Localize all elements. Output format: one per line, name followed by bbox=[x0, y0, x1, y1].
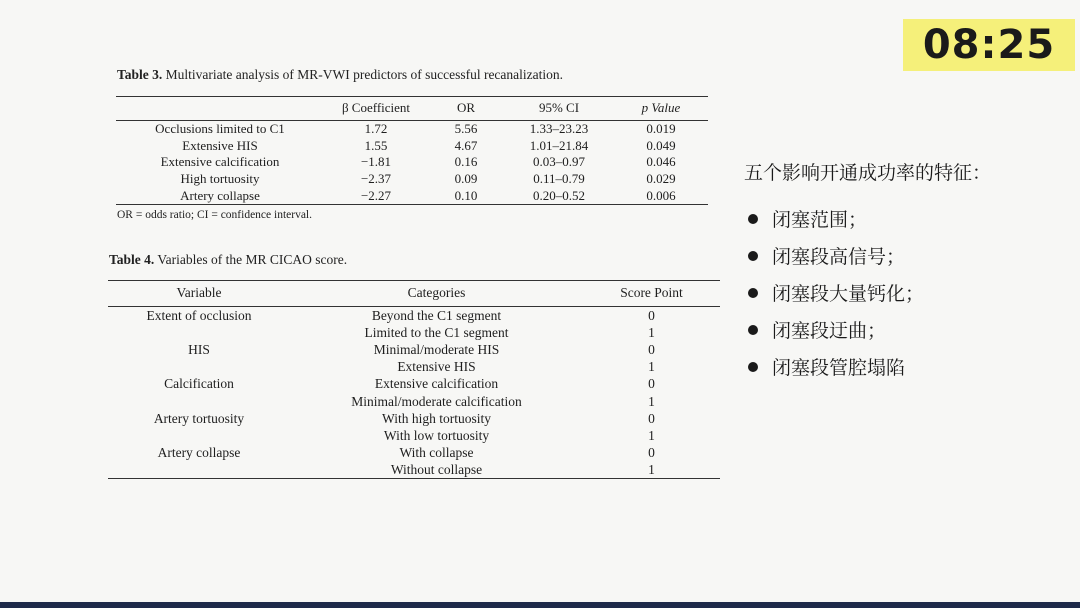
table4-row-cell bbox=[108, 461, 290, 479]
bullet-icon bbox=[748, 214, 758, 224]
table4-row bbox=[108, 358, 720, 375]
countdown-timer: 08:25 bbox=[903, 19, 1075, 71]
table3-header-cell bbox=[614, 97, 708, 121]
table4-row bbox=[108, 307, 720, 325]
table4-row bbox=[108, 341, 720, 358]
bullet-icon bbox=[748, 325, 758, 335]
table4-row-cell: 0 bbox=[648, 376, 655, 392]
bottom-bar bbox=[0, 602, 1080, 608]
table4-row-cell bbox=[108, 392, 290, 409]
table4-row-cell bbox=[108, 358, 290, 375]
table4-row-cell: HIS bbox=[188, 342, 210, 358]
table4-row bbox=[108, 427, 720, 444]
table3-row bbox=[116, 121, 708, 138]
bullet-icon bbox=[748, 288, 758, 298]
table4-row-cell: Artery collapse bbox=[157, 444, 241, 460]
table3-row-cell: 1.72 bbox=[364, 121, 388, 137]
table4-row-cell: 1 bbox=[648, 359, 655, 375]
summary-item bbox=[744, 348, 991, 385]
table3-row-cell: Extensive calcification bbox=[160, 154, 280, 170]
table4-row-cell: With collapse bbox=[399, 444, 474, 460]
bullet-icon bbox=[748, 362, 758, 372]
table3-row-cell: 0.20–0.52 bbox=[504, 187, 614, 204]
table4-row-cell: 1 bbox=[648, 427, 655, 443]
table3-row-cell: Occlusions limited to C1 bbox=[155, 121, 285, 137]
table4-row-cell: With low tortuosity bbox=[383, 427, 490, 443]
table3-row-cell: 1.01–21.84 bbox=[529, 137, 589, 153]
p-value-header: p Value bbox=[641, 100, 681, 115]
table3-row-cell: 5.56 bbox=[454, 121, 478, 137]
table3-caption-text: Multivariate analysis of MR-VWI predictors of successful recanalization. bbox=[165, 67, 564, 82]
table3-row-cell: 1.33–23.23 bbox=[529, 121, 589, 137]
summary-item-label: 闭塞段高信号； bbox=[772, 246, 906, 268]
summary-heading: 五个影响开通成功率的特征： bbox=[744, 162, 992, 184]
summary-panel bbox=[744, 158, 991, 385]
table4-header-row bbox=[108, 281, 720, 307]
table3-row-cell: Artery collapse bbox=[116, 187, 324, 204]
table3-header-cell: β Coefficient bbox=[324, 97, 428, 121]
table4-row-cell: With high tortuosity bbox=[382, 410, 491, 426]
table3-row-cell: 0.019 bbox=[646, 121, 676, 137]
table4-row-cell: Limited to the C1 segment bbox=[364, 325, 509, 341]
table3-row-cell: −2.37 bbox=[360, 171, 392, 187]
summary-item-label: 闭塞段迂曲； bbox=[772, 320, 887, 342]
table4-row-cell bbox=[108, 324, 290, 341]
table4-row-cell: 0 bbox=[648, 342, 655, 358]
summary-item bbox=[744, 200, 991, 237]
table4-caption-label: Table 4. bbox=[109, 252, 155, 267]
summary-item bbox=[744, 311, 991, 348]
table3-caption-label: Table 3. bbox=[117, 67, 163, 82]
table3-row-cell: 1.55 bbox=[364, 137, 388, 153]
table3-row bbox=[116, 171, 708, 188]
table3-header-cell: 95% CI bbox=[504, 97, 614, 121]
table4-row bbox=[108, 461, 720, 479]
table4-row bbox=[108, 444, 720, 461]
table4-row-cell bbox=[108, 427, 290, 444]
table3-caption bbox=[117, 67, 563, 83]
table3-row-cell: 0.029 bbox=[646, 171, 676, 187]
table3-row-cell: 0.049 bbox=[646, 137, 676, 153]
table4-row-cell: Artery tortuosity bbox=[153, 410, 245, 426]
table4-caption-text: Variables of the MR CICAO score. bbox=[157, 252, 348, 267]
table3-row-cell: 0.16 bbox=[454, 154, 478, 170]
table3-row bbox=[116, 138, 708, 155]
table3-row-cell: Extensive HIS bbox=[182, 137, 258, 153]
table4-row bbox=[108, 324, 720, 341]
table4-row bbox=[108, 410, 720, 427]
bullet-icon bbox=[748, 251, 758, 261]
summary-item-label: 闭塞段管腔塌陷 bbox=[772, 357, 906, 379]
summary-item-label: 闭塞段大量钙化； bbox=[772, 283, 925, 305]
summary-item bbox=[744, 237, 991, 274]
table4-row-cell: Extensive HIS bbox=[397, 359, 476, 375]
table4-row-cell: 0 bbox=[648, 444, 655, 460]
table4-header-cell: Score Point bbox=[583, 281, 720, 307]
table4-row-cell: 1 bbox=[583, 461, 720, 479]
table3-row bbox=[116, 154, 708, 171]
table3-header-cell: OR bbox=[428, 97, 504, 121]
table4-row-cell: 1 bbox=[648, 325, 655, 341]
table3-row-cell: 4.67 bbox=[454, 137, 478, 153]
table3-row bbox=[116, 187, 708, 204]
table3-row-cell: 0.11–0.79 bbox=[533, 171, 585, 187]
table3-header-row bbox=[116, 97, 708, 121]
table4-row-cell: Calcification bbox=[164, 376, 234, 392]
summary-item-label: 闭塞范围； bbox=[772, 209, 868, 231]
table3-row-cell: 0.03–0.97 bbox=[533, 154, 585, 170]
summary-list bbox=[744, 200, 991, 385]
table3-row-cell: −2.27 bbox=[324, 187, 428, 204]
table3-header-cell bbox=[116, 97, 324, 121]
table4-header-cell: Categories bbox=[290, 281, 583, 307]
table4-row-cell: 1 bbox=[648, 393, 655, 409]
table3 bbox=[116, 96, 708, 205]
table4-row-cell: 0 bbox=[648, 308, 655, 324]
table3-row-cell: −1.81 bbox=[360, 154, 392, 170]
table4-row-cell: Minimal/moderate calcification bbox=[351, 393, 522, 409]
table4-row-cell: 0 bbox=[648, 410, 655, 426]
table4 bbox=[108, 280, 720, 479]
table4-row-cell: Without collapse bbox=[290, 461, 583, 479]
table4-caption bbox=[109, 252, 347, 268]
table3-row-cell: 0.006 bbox=[614, 187, 708, 204]
table3-footnote: OR = odds ratio; CI = confidence interval. bbox=[117, 209, 313, 221]
table3-row-cell: High tortuosity bbox=[180, 171, 260, 187]
table4-row bbox=[108, 375, 720, 392]
table4-row bbox=[108, 392, 720, 409]
table4-row-cell: Extent of occlusion bbox=[146, 308, 252, 324]
table4-row-cell: Beyond the C1 segment bbox=[371, 308, 502, 324]
table3-row-cell: 0.046 bbox=[646, 154, 676, 170]
table3-row-cell: 0.10 bbox=[428, 187, 504, 204]
table4-row-cell: Minimal/moderate HIS bbox=[373, 342, 500, 358]
table4-row-cell: Extensive calcification bbox=[374, 376, 499, 392]
table3-row-cell: 0.09 bbox=[454, 171, 478, 187]
table4-header-cell: Variable bbox=[108, 281, 290, 307]
summary-item bbox=[744, 274, 991, 311]
